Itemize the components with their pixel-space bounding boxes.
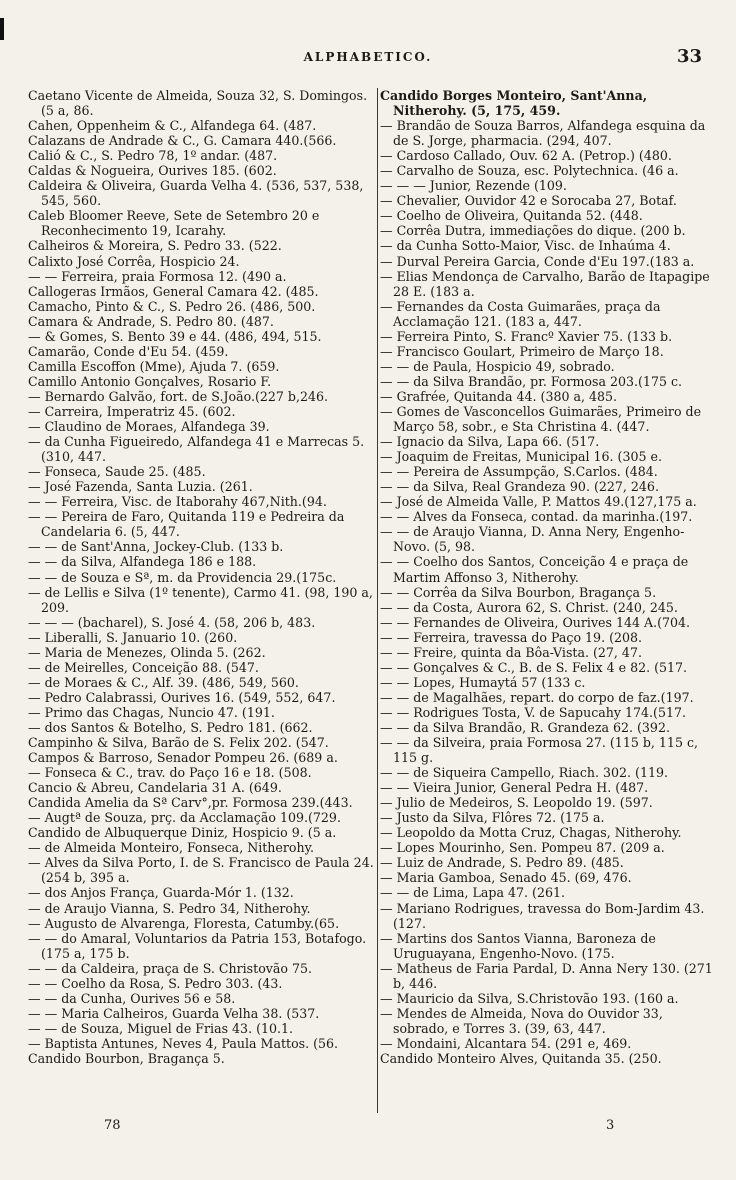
directory-entry: — — Vieira Junior, General Pedra H. (487.: [380, 780, 649, 796]
directory-entry: — Gomes de Vasconcellos Guimarães, Primeiro de Março 58, sobr., e Sta Christina 4. (447.: [380, 403, 702, 435]
directory-entry: — — da Silva, Alfandega 186 e 188.: [28, 554, 257, 570]
directory-entry: Candido Monteiro Alves, Quitanda 35. (250.: [380, 1051, 662, 1066]
directory-entry: — — da Silveira, praia Formosa 27. (115 b, 115 c, 115 g.: [380, 735, 699, 766]
directory-entry: — Mendes de Almeida, Nova do Ouvidor 33, sobrado, e Torres 3. (39, 63, 447.: [380, 1005, 663, 1036]
directory-entry: — Matheus de Faria Pardal, D. Anna Nery 130. (271 b, 446.: [380, 960, 713, 991]
directory-entry: Camillo Antonio Gonçalves, Rosario F.: [28, 373, 272, 389]
directory-entry: Caldas & Nogueira, Ourives 185. (602.: [28, 163, 277, 179]
directory-entry: — da Cunha Figueiredo, Alfandega 41 e Marrecas 5. (310, 447.: [28, 434, 365, 465]
directory-entry: — Brandão de Souza Barros, Alfandega esquina da de S. Jorge, pharmacia. (294, 407.: [380, 118, 706, 149]
directory-entry: — — Fernandes de Oliveira, Ourives 144 A.(704.: [380, 614, 691, 630]
directory-entry: — de Meirelles, Conceição 88. (547.: [28, 659, 259, 675]
directory-entry: — Elias Mendonça de Carvalho, Barão de Itapagipe 28 E. (183 a.: [380, 268, 710, 299]
directory-entry: Cancio & Abreu, Candelaria 31 A. (649.: [28, 780, 282, 796]
directory-entry: Caldeira & Oliveira, Guarda Velha 4. (536, 537, 538, 545, 560.: [28, 178, 364, 209]
directory-entry: — Fernandes da Costa Guimarães, praça da Acclamação 121. (183 a, 447.: [380, 298, 661, 329]
directory-entry: — Baptista Antunes, Neves 4, Paula Mattos. (56.: [28, 1035, 339, 1051]
directory-entry: — Fonseca & C., trav. do Paço 16 e 18. (508.: [28, 765, 312, 781]
directory-entry: — Claudino de Moraes, Alfandega 39.: [28, 419, 270, 435]
directory-entry: Camilla Escoffon (Mme), Ajuda 7. (659.: [28, 358, 280, 374]
directory-entry: Camacho, Pinto & C., S. Pedro 26. (486, 500.: [28, 298, 316, 314]
directory-entry: — — de Souza, Miguel de Frias 43. (10.1.: [28, 1020, 294, 1036]
directory-entry: — Francisco Goulart, Primeiro de Março 18.: [380, 343, 664, 359]
directory-entry: — — Ferreira, Visc. de Itaborahy 467,Nith.(94.: [28, 494, 327, 510]
directory-entry: Cahen, Oppenheim & C., Alfandega 64. (487.: [28, 118, 317, 134]
directory-entry: — da Cunha Sotto-Maior, Visc. de Inhaúma 4.: [380, 238, 671, 254]
directory-entry: — — Coelho dos Santos, Conceição 4 e praça de Martim Affonso 3, Nitherohy.: [380, 554, 689, 585]
directory-entry: — José Fazenda, Santa Luzia. (261.: [28, 479, 253, 495]
directory-entry: — Ferreira Pinto, S. Francº Xavier 75. (133 b.: [380, 328, 673, 344]
directory-entry: — — de Siqueira Campello, Riach. 302. (119.: [380, 765, 668, 781]
directory-entry: — — de Magalhães, repart. do corpo de faz.(197.: [380, 689, 694, 705]
directory-entry: — — — Junior, Rezende (109.: [380, 178, 567, 194]
footer-signature-right: 3: [606, 1118, 615, 1133]
directory-entry: — Bernardo Galvão, fort. de S.João.(227 b,246.: [28, 388, 329, 404]
directory-entry: Caleb Bloomer Reeve, Sete de Setembro 20 e Reconhecimento 19, Icarahy.: [28, 208, 320, 239]
directory-entry: — Fonseca, Saude 25. (485.: [28, 464, 206, 480]
directory-entry: Camarão, Conde d'Eu 54. (459.: [28, 343, 229, 359]
directory-entry: — — Ferreira, praia Formosa 12. (490 a.: [28, 268, 287, 284]
directory-entry: Campinho & Silva, Barão de S. Felix 202. (547.: [28, 735, 329, 751]
directory-entry: — — Pereira de Faro, Quitanda 119 e Pedreira da Candelaria 6. (5, 447.: [28, 509, 345, 540]
directory-entry: — — Freire, quinta da Bôa-Vista. (27, 47.: [380, 644, 642, 660]
directory-entry: — Primo das Chagas, Nuncio 47. (191.: [28, 704, 275, 720]
directory-entry: Callogeras Irmãos, General Camara 42. (485.: [28, 283, 319, 299]
directory-entry: — Leopoldo da Motta Cruz, Chagas, Nitherohy.: [380, 825, 682, 841]
directory-entry: — Augusto de Alvarenga, Floresta, Catumby.(65.: [28, 915, 340, 931]
directory-entry: — Coelho de Oliveira, Quitanda 52. (448.: [380, 208, 643, 224]
directory-entry: — — de Lima, Lapa 47. (261.: [380, 885, 565, 901]
directory-entry: — Luiz de Andrade, S. Pedro 89. (485.: [380, 855, 624, 871]
right-column: [380, 88, 720, 1066]
directory-entry: — — Rodrigues Tosta, V. de Sapucahy 174.(517.: [380, 704, 687, 720]
directory-entry: — Carreira, Imperatriz 45. (602.: [28, 403, 236, 419]
directory-entry: — — da Costa, Aurora 62, S. Christ. (240, 245.: [380, 599, 678, 615]
directory-entry: — — Ferreira, travessa do Paço 19. (208.: [380, 629, 643, 645]
directory-entry: — & Gomes, S. Bento 39 e 44. (486, 494, 515.: [28, 328, 322, 344]
directory-entry: — — de Sant'Anna, Jockey-Club. (133 b.: [28, 539, 284, 555]
directory-entry: — Lopes Mourinho, Sen. Pompeu 87. (209 a.: [380, 840, 665, 856]
left-column: [28, 88, 374, 1066]
directory-entry: — Alves da Silva Porto, I. de S. Francisco de Paula 24. (254 b, 395 a.: [28, 855, 374, 886]
directory-entry: — — da Cunha, Ourives 56 e 58.: [28, 990, 236, 1006]
directory-entry: — Corrêa Dutra, immediações do dique. (200 b.: [380, 223, 686, 239]
directory-entry: — Mauricio da Silva, S.Christovão 193. (160 a.: [380, 990, 679, 1006]
footer-signature-left: 78: [104, 1118, 121, 1133]
directory-entry: Candida Amelia da Sª Carv°,pr. Formosa 239.(443.: [28, 795, 353, 811]
directory-entry: — dos Santos & Botelho, S. Pedro 181. (662.: [28, 719, 313, 735]
directory-entry: — — do Amaral, Voluntarios da Patria 153, Botafogo. (175 a, 175 b.: [28, 930, 367, 961]
directory-entry: — José de Almeida Valle, P. Mattos 49.(127,175 a.: [380, 494, 697, 510]
page-edge-mark: [0, 18, 4, 40]
directory-entry: — Augtª de Souza, prç. da Acclamação 109.(729.: [28, 810, 341, 826]
directory-entry: Calixto José Corrêa, Hospicio 24.: [28, 253, 240, 269]
directory-entry: — — de Souza e Sª, m. da Providencia 29.(175c.: [28, 569, 337, 585]
directory-entry: — — de Araujo Vianna, D. Anna Nery, Engenho-Novo. (5, 98.: [380, 524, 685, 555]
directory-entry: Calheiros & Moreira, S. Pedro 33. (522.: [28, 238, 282, 254]
directory-entry: — Carvalho de Souza, esc. Polytechnica. (46 a.: [380, 163, 679, 179]
directory-entry: — — Pereira de Assumpção, S.Carlos. (484.: [380, 464, 658, 480]
directory-entry: — — Alves da Fonseca, contad. da marinha.(197.: [380, 509, 693, 525]
directory-entry: Candido de Albuquerque Diniz, Hospicio 9. (5 a.: [28, 825, 337, 841]
directory-entry: Camara & Andrade, S. Pedro 80. (487.: [28, 313, 274, 329]
directory-entry: — — da Silva, Real Grandeza 90. (227, 246.: [380, 479, 659, 495]
page-footer: [0, 1118, 736, 1138]
directory-entry: — Chevalier, Ouvidor 42 e Sorocaba 27, Botaf.: [380, 193, 677, 209]
directory-columns: [28, 88, 720, 1113]
directory-entry: — — Maria Calheiros, Guarda Velha 38. (537.: [28, 1005, 320, 1021]
directory-entry: — Liberalli, S. Januario 10. (260.: [28, 629, 238, 645]
directory-entry: — Mariano Rodrigues, travessa do Bom-Jardim 43. (127.: [380, 900, 705, 931]
directory-entry: — Maria de Menezes, Olinda 5. (262.: [28, 644, 266, 660]
directory-entry: — Durval Pereira Garcia, Conde d'Eu 197.(183 a.: [380, 253, 695, 269]
directory-entry: — Cardoso Callado, Ouv. 62 A. (Petrop.) (480.: [380, 148, 672, 164]
directory-entry: Candido Borges Monteiro, Sant'Anna, Nitherohy. (5, 175, 459.: [380, 88, 648, 119]
directory-entry: — Martins dos Santos Vianna, Baroneza de Uruguayana, Engenho-Novo. (175.: [380, 930, 656, 961]
directory-entry: — Joaquim de Freitas, Municipal 16. (305 e.: [380, 449, 662, 465]
column-divider: [377, 88, 378, 1113]
directory-entry: Caetano Vicente de Almeida, Souza 32, S. Domingos. (5 a, 86.: [28, 88, 368, 119]
directory-entry: Candido Bourbon, Bragança 5.: [28, 1051, 225, 1066]
directory-entry: — de Almeida Monteiro, Fonseca, Nitherohy.: [28, 840, 315, 856]
page-header: [0, 46, 736, 74]
directory-entry: — de Lellis e Silva (1º tenente), Carmo 41. (98, 190 a, 209.: [28, 584, 373, 615]
directory-entry: — Justo da Silva, Flôres 72. (175 a.: [380, 810, 605, 826]
directory-entry: Campos & Barroso, Senador Pompeu 26. (689 a.: [28, 750, 338, 766]
directory-entry: — — da Silva Brandão, R. Grandeza 62. (392.: [380, 719, 670, 735]
directory-entry: — — — (bacharel), S. José 4. (58, 206 b, 483.: [28, 614, 316, 630]
directory-entry: — — de Paula, Hospicio 49, sobrado.: [380, 358, 615, 374]
directory-entry: Calazans de Andrade & C., G. Camara 440.(566.: [28, 133, 337, 149]
directory-entry: — de Moraes & C., Alf. 39. (486, 549, 560.: [28, 674, 299, 690]
directory-entry: — Grafrée, Quitanda 44. (380 a, 485.: [380, 388, 618, 404]
directory-entry: — — da Silva Brandão, pr. Formosa 203.(175 c.: [380, 373, 683, 389]
directory-entry: — Maria Gamboa, Senado 45. (69, 476.: [380, 870, 632, 886]
page-number: 33: [676, 46, 702, 67]
directory-entry: Calió & C., S. Pedro 78, 1º andar. (487.: [28, 148, 278, 164]
directory-entry: — — Gonçalves & C., B. de S. Felix 4 e 82. (517.: [380, 659, 688, 675]
directory-entry: — Julio de Medeiros, S. Leopoldo 19. (597.: [380, 795, 653, 811]
directory-entry: — de Araujo Vianna, S. Pedro 34, Nitherohy.: [28, 900, 311, 916]
directory-entry: — Ignacio da Silva, Lapa 66. (517.: [380, 434, 600, 450]
directory-entry: — Pedro Calabrassi, Ourives 16. (549, 552, 647.: [28, 689, 336, 705]
directory-entry: — Mondaini, Alcantara 54. (291 e, 469.: [380, 1035, 632, 1051]
running-title: ALPHABETICO.: [303, 50, 433, 64]
directory-entry: — — da Caldeira, praça de S. Christovão 75.: [28, 960, 313, 976]
directory-entry: — dos Anjos França, Guarda-Mór 1. (132.: [28, 885, 294, 901]
directory-entry: — — Corrêa da Silva Bourbon, Bragança 5.: [380, 584, 657, 600]
directory-entry: — — Lopes, Humaytá 57 (133 c.: [380, 674, 586, 690]
directory-entry: — — Coelho da Rosa, S. Pedro 303. (43.: [28, 975, 283, 991]
